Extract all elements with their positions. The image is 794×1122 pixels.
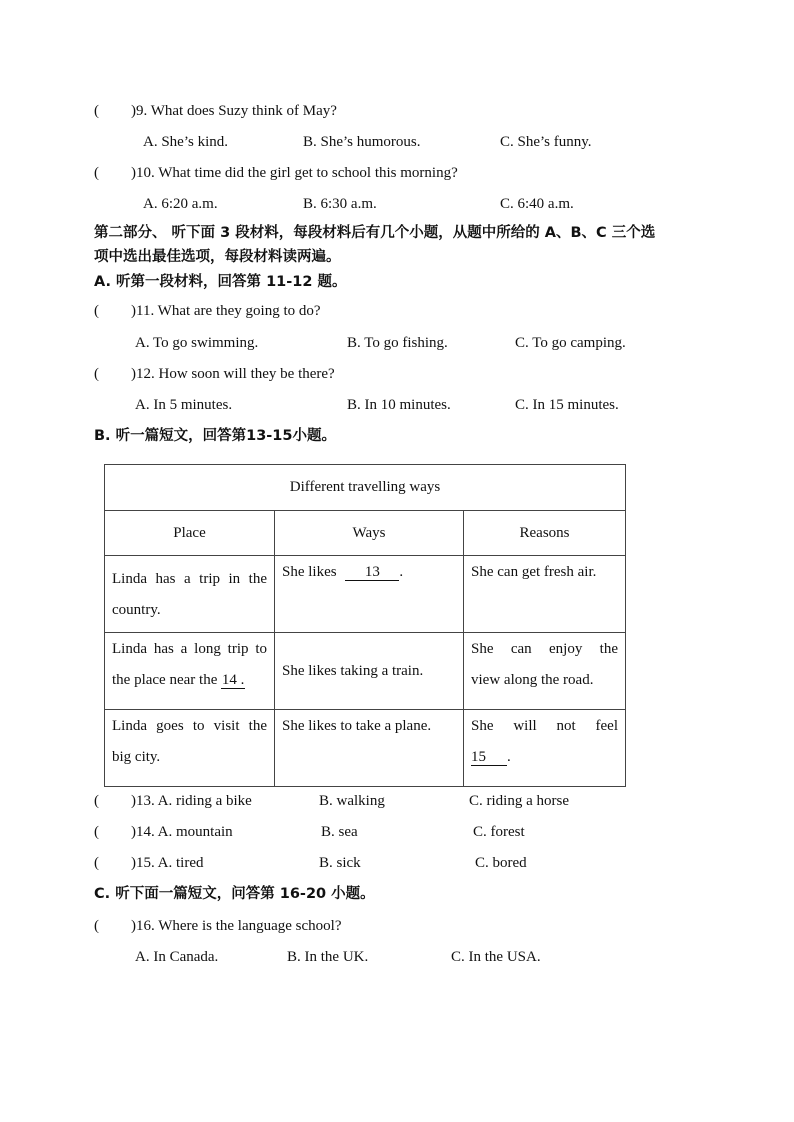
reason-cell [464,556,626,633]
reason-period: . [507,749,511,765]
blank-13: 13 [345,564,399,581]
place-cell [105,633,275,710]
travelling-ways-table [104,464,626,787]
q12-option-b: B. In 10 minutes. [347,397,451,413]
question-12-stem: )12. How soon will they be there? [131,366,335,382]
q10-option-c: C. 6:40 a.m. [500,196,574,212]
q16-option-c: C. In the USA. [451,949,541,965]
question-14-stem: )14. A. mountain [131,824,233,840]
reason-text-line1: She will not feel [471,718,618,734]
answer-paren: ( [94,824,99,840]
q11-option-b: B. To go fishing. [347,335,448,351]
q14-option-c: C. forest [473,824,525,840]
q12-option-a: A. In 5 minutes. [135,397,233,413]
q10-option-b: B. 6:30 a.m. [303,196,377,212]
q15-option-c: C. bored [475,855,527,871]
place-text-line2: the place near the [112,672,218,688]
part-two-heading-line1: 第二部分、 听下面 3 段材料，每段材料后有几个小题，从题中所给的 A、B、C 三个选 [94,225,656,241]
question-16-stem: )16. Where is the language school? [131,918,342,934]
answer-paren: ( [94,793,99,809]
q14-option-b: B. sea [321,824,358,840]
table-title: Different travelling ways [105,465,626,511]
reason-text-line1: She can enjoy the [471,641,618,657]
place-text-line2: country. [112,602,161,618]
place-cell [105,710,275,787]
question-13-stem: )13. A. riding a bike [131,793,252,809]
place-text-line1: Linda goes to visit the [112,718,267,734]
q13-option-c: C. riding a horse [469,793,569,809]
q9-option-b: B. She’s humorous. [303,134,421,150]
answer-paren: ( [94,366,99,382]
answer-paren: ( [94,103,99,119]
ways-period: . [399,564,404,580]
section-a-heading: A. 听第一段材料，回答第 11-12 题。 [94,274,347,290]
table-row [105,633,626,710]
q10-option-a: A. 6:20 a.m. [143,196,218,212]
q16-option-b: B. In the UK. [287,949,369,965]
table-header-ways: Ways [275,511,464,556]
question-11-stem: )11. What are they going to do? [131,303,321,319]
table-row [105,710,626,787]
q9-option-c: C. She’s funny. [500,134,592,150]
ways-cell [275,556,464,633]
reason-cell [464,633,626,710]
q16-option-a: A. In Canada. [135,949,219,965]
section-c-heading: C. 听下面一篇短文，问答第 16-20 小题。 [94,886,375,902]
q11-option-c: C. To go camping. [515,335,626,351]
blank-14: 14 . [221,672,245,688]
ways-text: She likes [282,564,337,580]
reason-text: She can get fresh air. [471,564,597,580]
place-text-line2: big city. [112,749,161,765]
table-header-place: Place [105,511,275,556]
section-b-heading: B. 听一篇短文，回答第13-15小题。 [94,428,336,444]
table-row [105,556,626,633]
reason-text-line2: view along the road. [471,672,594,688]
answer-paren: ( [94,918,99,934]
place-text-line1: Linda has a long trip to [112,641,267,657]
blank-15: 15 [471,749,507,766]
table-header-reasons: Reasons [464,511,626,556]
part-two-heading-line2: 项中选出最佳选项，每段材料读两遍。 [94,249,341,265]
answer-paren: ( [94,303,99,319]
q9-option-a: A. She’s kind. [143,134,229,150]
reason-cell [464,710,626,787]
q12-option-c: C. In 15 minutes. [515,397,619,413]
place-text-line1: Linda has a trip in the [112,571,267,587]
q15-option-b: B. sick [319,855,361,871]
ways-cell: She likes to take a plane. [275,710,464,787]
q13-option-b: B. walking [319,793,385,809]
q11-option-a: A. To go swimming. [135,335,259,351]
question-15-stem: )15. A. tired [131,855,204,871]
answer-paren: ( [94,855,99,871]
answer-paren: ( [94,165,99,181]
place-cell [105,556,275,633]
question-10-stem: )10. What time did the girl get to school this morning? [131,165,458,181]
ways-cell: She likes taking a train. [275,633,464,710]
question-9-stem: )9. What does Suzy think of May? [131,103,337,119]
